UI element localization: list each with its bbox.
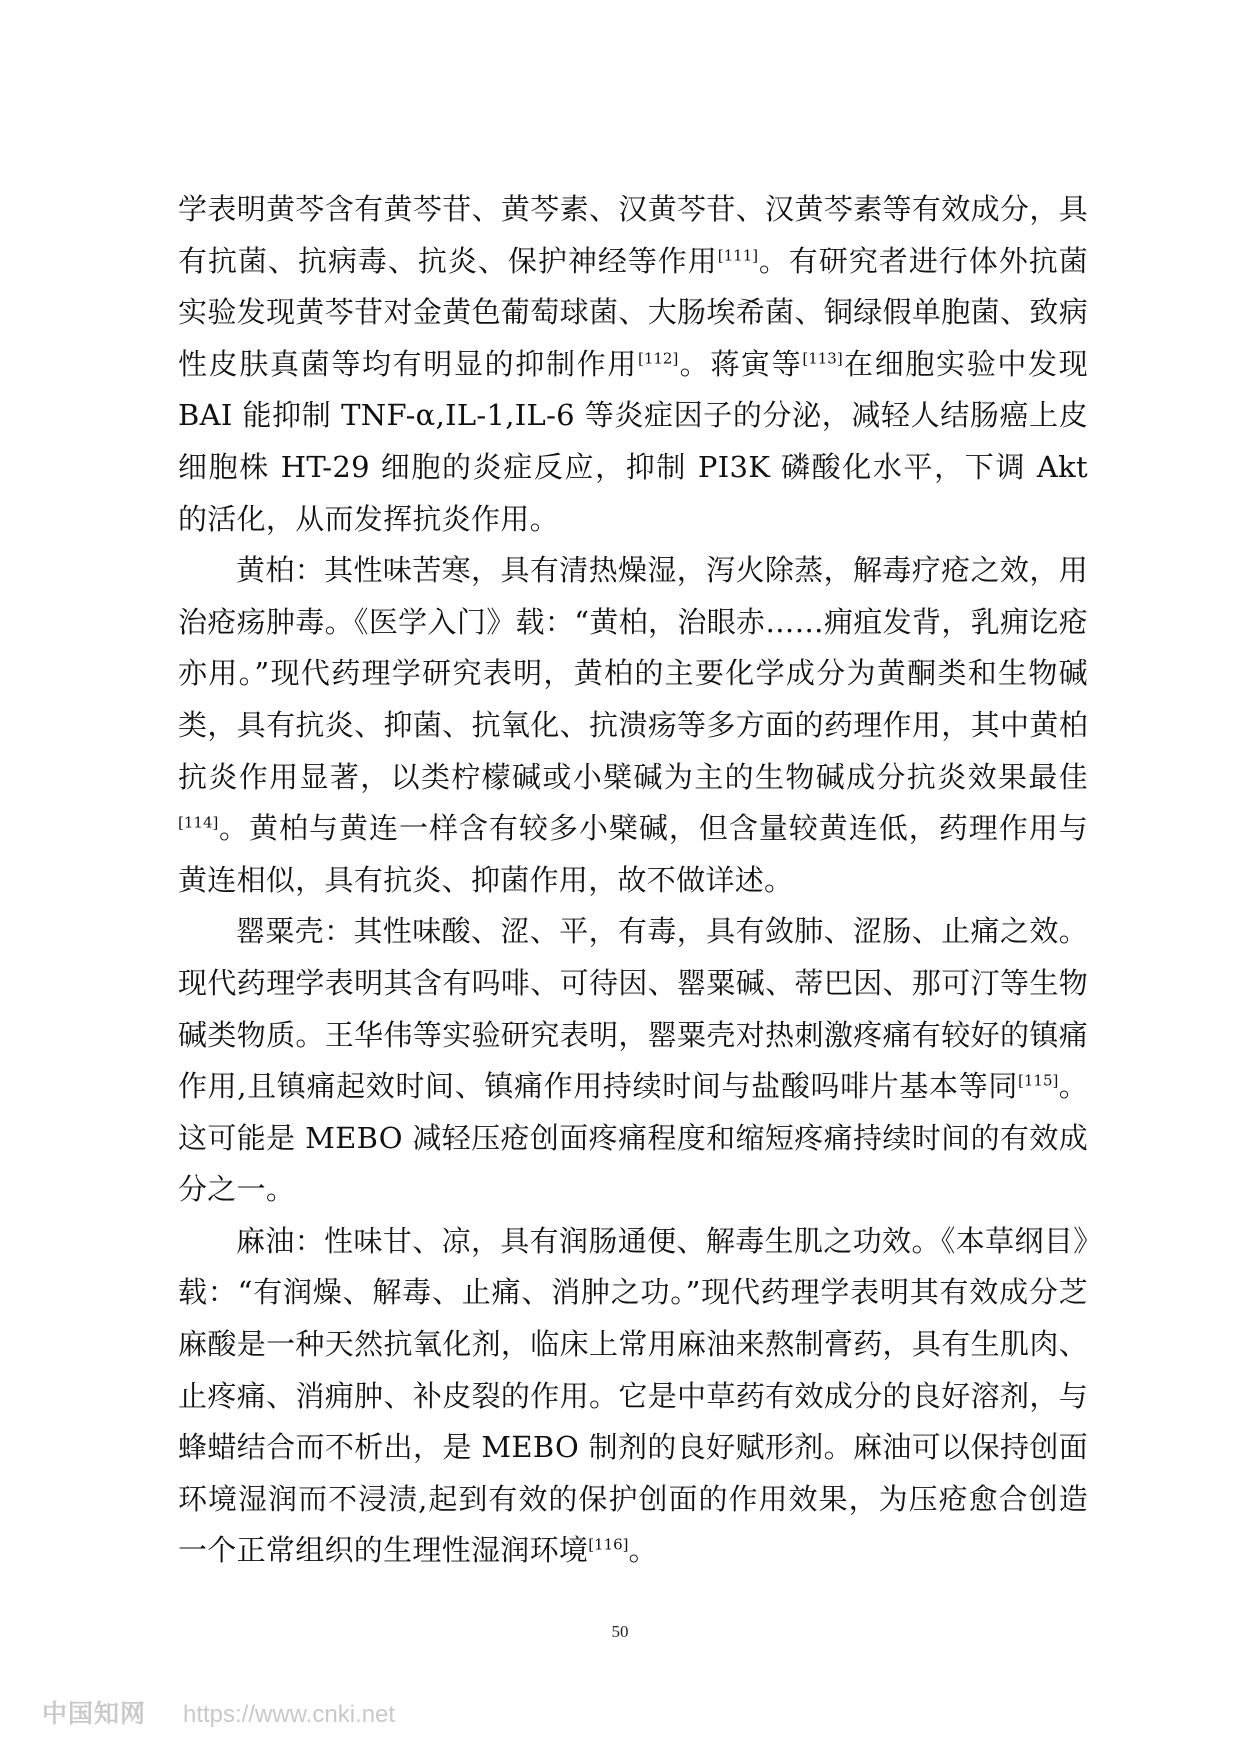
page-number: 50 [611, 1622, 629, 1641]
cnki-logo-text: 中国知网 [42, 1700, 147, 1728]
citation-ref: [113] [802, 349, 843, 368]
paragraph-text: 黄柏：其性味苦寒，具有清热燥湿，泻火除蒸，解毒疗疮之效，用治疮疡肿毒。《医学入门》载：“黄柏，治眼赤……痈疽发背，乳痈讫疮亦用。”现代药理学研究表明，黄柏的主要化学成分为黄酮类和生物碱类，具有抗炎、抑菌、抗氧化、抗溃疡等多方面的药理作用，其中黄柏抗炎作用显著，以类柠檬碱或小檗碱为主的生物碱成分抗炎效果最佳 [178, 553, 1088, 794]
paragraph-text: 。蒋寅等 [678, 346, 803, 381]
body-paragraph [178, 1216, 1088, 1577]
document-body [178, 184, 1088, 1577]
cnki-url[interactable]: https://www.cnki.net [182, 1701, 396, 1728]
body-paragraph [178, 184, 1088, 545]
paragraph-text: 。有研究者进行体外抗菌实验发现黄芩苷对金黄色葡萄球菌、大肠埃希菌、铜绿假单胞菌、致病性皮肤真菌等均有明显的抑制作用 [178, 243, 1088, 381]
paragraph-text: 。这可能是 MEBO 减轻压疮创面疼痛程度和缩短疼痛持续时间的有效成分之一。 [178, 1069, 1088, 1207]
paragraph-text: 麻油：性味甘、凉，具有润肠通便、解毒生肌之功效。《本草纲目》载：“有润燥、解毒、止痛、消肿之功。”现代药理学表明其有效成分芝麻酸是一种天然抗氧化剂，临床上常用麻油来熬制膏药，具有生肌肉、止疼痛、消痈肿、补皮裂的作用。它是中草药有效成分的良好溶剂，与蜂蜡结合而不析出，是 MEBO 制剂的良好赋形剂。麻油可以保持创面环境湿润而不浸渍,起到有效的保护创面的作用效果，为压疮愈合创造一个正常组织的生理性湿润环境 [178, 1223, 1088, 1568]
body-paragraph [178, 545, 1088, 906]
citation-ref: [112] [637, 349, 679, 368]
citation-ref: [111] [717, 245, 759, 264]
paragraph-text: 。黄柏与黄连一样含有较多小檗碱，但含量较黄连低，药理作用与黄连相似，具有抗炎、抑菌作用，故不做详述。 [178, 811, 1088, 897]
paragraph-text: 学表明黄芩含有黄芩苷、黄芩素、汉黄芩苷、汉黄芩素等有效成分，具有抗菌、抗病毒、抗炎、保护神经等作用 [178, 192, 1088, 278]
citation-ref: [116] [588, 1535, 629, 1554]
body-paragraph [178, 906, 1088, 1216]
paragraph-text: 罂粟壳：其性味酸、涩、平，有毒，具有敛肺、涩肠、止痛之效。现代药理学表明其含有吗啡、可待因、罂粟碱、蒂巴因、那可汀等生物碱类物质。王华伟等实验研究表明，罂粟壳对热刺激疼痛有较好的镇痛作用,且镇痛起效时间、镇痛作用持续时间与盐酸吗啡片基本等同 [178, 914, 1088, 1104]
cnki-watermark [42, 1694, 395, 1730]
paragraph-text: 在细胞实验中发现 BAI 能抑制 TNF-α,IL-1,IL-6 等炎症因子的分泌，减轻人结肠癌上皮细胞株 HT-29 细胞的炎症反应，抑制 PI3K 磷酸化水平，下调 Akt 的活化，从而发挥抗炎作用。 [178, 346, 1088, 536]
citation-ref: [115] [1018, 1071, 1059, 1090]
citation-ref: [114] [178, 813, 219, 832]
paragraph-text: 。 [628, 1533, 658, 1568]
